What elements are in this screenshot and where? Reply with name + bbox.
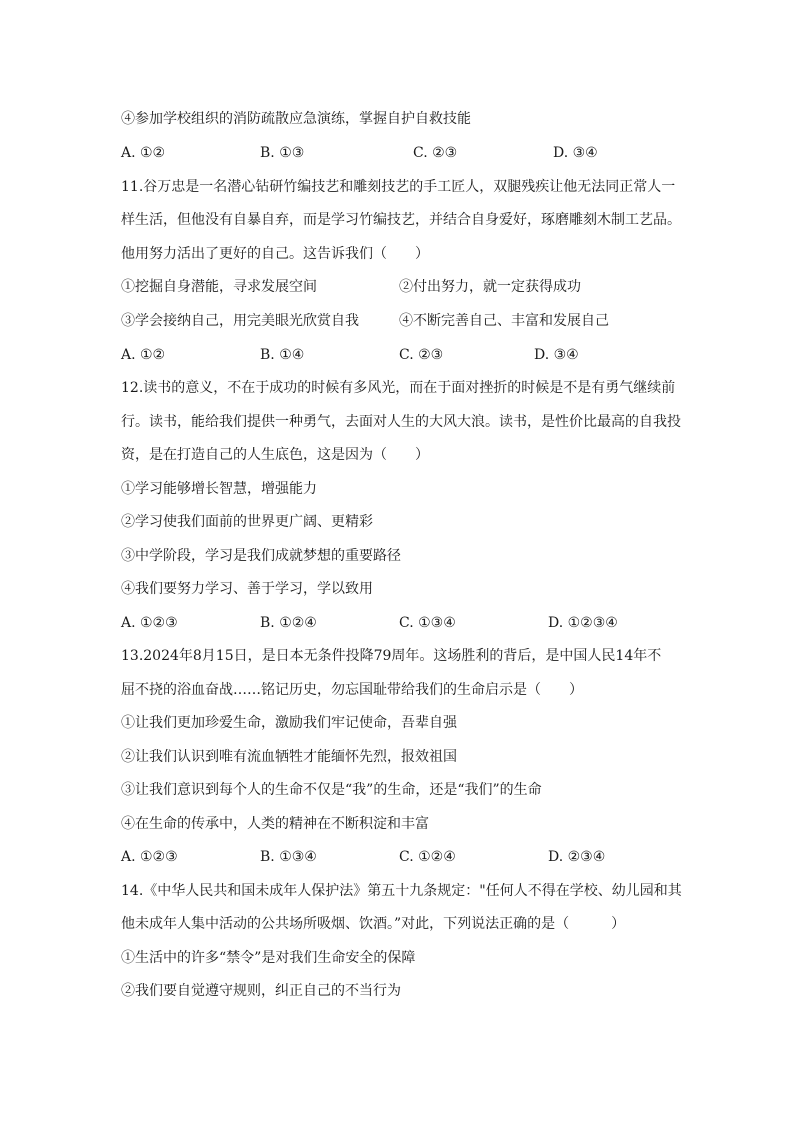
- q10-item-4: ④参加学校组织的消防疏散应急演练，掌握自护自救技能: [121, 111, 471, 127]
- q11-option-c: C. ②③: [399, 347, 444, 363]
- q10-option-c: C. ②③: [413, 145, 458, 161]
- q12-item-4: ④我们要努力学习、善于学习，学以致用: [121, 581, 373, 597]
- q12-item-2: ②学习使我们面前的世界更广阔、更精彩: [121, 514, 373, 530]
- q14-item-2: ②我们要自觉遵守规则，纠正自己的不当行为: [121, 983, 401, 999]
- q11-item-4: ④不断完善自己、丰富和发展自己: [399, 313, 609, 329]
- q11-option-d: D. ③④: [534, 347, 579, 363]
- q11-item-3: ③学会接纳自己，用完美眼光欣赏自我: [121, 313, 359, 329]
- q13-option-d: D. ②③④: [548, 849, 606, 865]
- q13-stem-line-1: 13.2024年8月15日，是日本无条件投降79周年。这场胜利的背后，是中国人民14年不: [121, 648, 662, 664]
- q12-item-1: ①学习能够增长智慧，增强能力: [121, 481, 317, 497]
- q11-stem-line-3: 他用努力活出了更好的自己。这告诉我们（ ）: [121, 246, 429, 262]
- q14-stem-line-1: 14.《中华人民共和国未成年人保护法》第五十九条规定："任何人不得在学校、幼儿园和其: [121, 883, 682, 899]
- q10-option-d: D. ③④: [553, 145, 598, 161]
- q11-option-b: B. ①④: [260, 347, 305, 363]
- q11-option-a: A. ①②: [121, 347, 166, 363]
- q13-item-3: ③让我们意识到每个人的生命不仅是“我”的生命，还是“我们”的生命: [121, 782, 542, 798]
- q14-stem-line-2: 他未成年人集中活动的公共场所吸烟、饮酒。”对此，下列说法正确的是（ ）: [121, 916, 626, 932]
- q12-option-a: A. ①②③: [121, 615, 178, 631]
- q12-stem-line-3: 资，是在打造自己的人生底色，这是因为（ ）: [121, 447, 429, 463]
- q13-option-b: B. ①③④: [260, 849, 317, 865]
- q10-option-a: A. ①②: [121, 145, 166, 161]
- q13-option-c: C. ①②④: [399, 849, 456, 865]
- q10-option-b: B. ①③: [260, 145, 305, 161]
- q13-item-2: ②让我们认识到唯有流血牺牲才能缅怀先烈，报效祖国: [121, 749, 457, 765]
- q12-item-3: ③中学阶段，学习是我们成就梦想的重要路径: [121, 548, 401, 564]
- q13-item-1: ①让我们更加珍爱生命，激励我们牢记使命，吾辈自强: [121, 715, 457, 731]
- q13-stem-line-2: 屈不挠的浴血奋战……铭记历史，勿忘国耻带给我们的生命启示是（ ）: [121, 682, 583, 698]
- q14-item-1: ①生活中的许多“禁令”是对我们生命安全的保障: [121, 950, 416, 966]
- q12-stem-line-1: 12.读书的意义，不在于成功的时候有多风光，而在于面对挫折的时候是不是有勇气继续前: [121, 380, 676, 396]
- q12-option-c: C. ①③④: [399, 615, 456, 631]
- q13-item-4: ④在生命的传承中，人类的精神在不断积淀和丰富: [121, 816, 429, 832]
- q12-option-d: D. ①②③④: [548, 615, 618, 631]
- q12-option-b: B. ①②④: [260, 615, 317, 631]
- q11-stem-line-1: 11.谷万忠是一名潜心钻研竹编技艺和雕刻技艺的手工匠人，双腿残疾让他无法同正常人一: [121, 179, 676, 195]
- q11-item-2: ②付出努力，就一定获得成功: [399, 279, 581, 295]
- q12-stem-line-2: 行。读书，能给我们提供一种勇气，去面对人生的大风大浪。读书，是性价比最高的自我投: [121, 414, 681, 430]
- q13-option-a: A. ①②③: [121, 849, 178, 865]
- q11-stem-line-2: 样生活，但他没有自暴自弃，而是学习竹编技艺，并结合自身爱好，琢磨雕刻木制工艺品。: [121, 212, 681, 228]
- q11-item-1: ①挖掘自身潜能，寻求发展空间: [121, 279, 317, 295]
